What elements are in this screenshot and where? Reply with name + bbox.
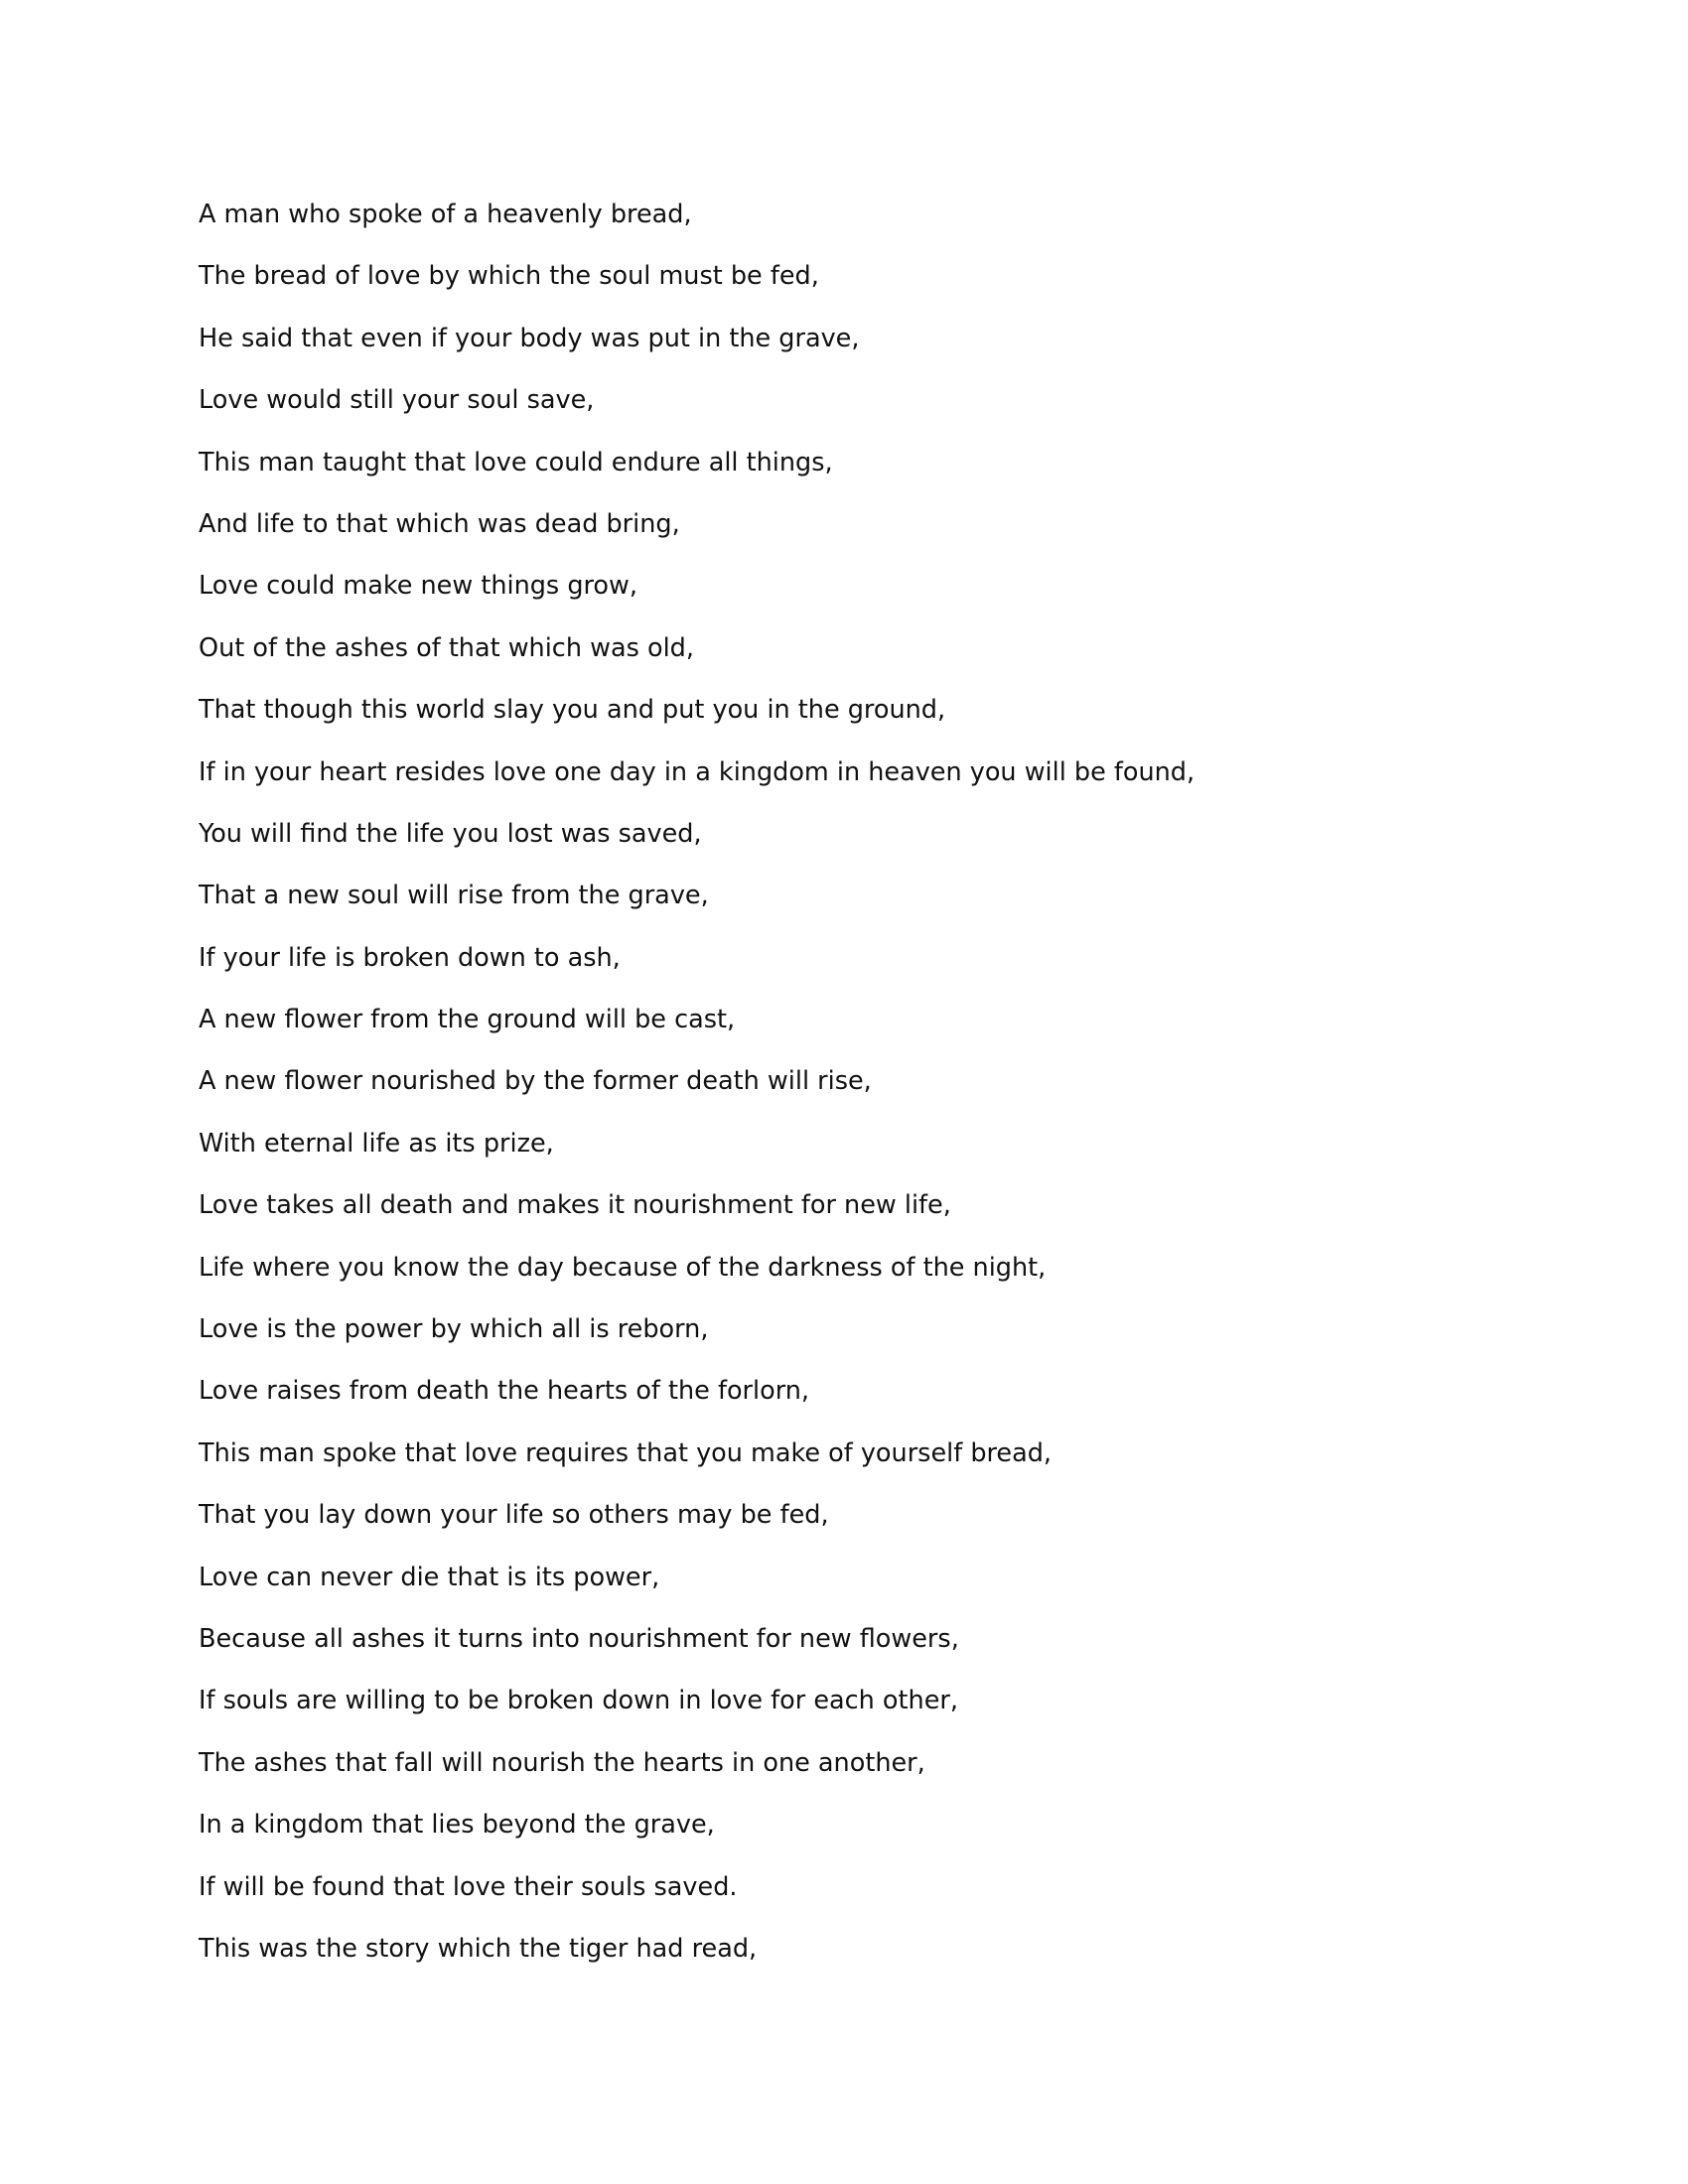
poem-line: Love raises from death the hearts of the forlorn, — [199, 1376, 810, 1407]
poem-line: This man spoke that love requires that you make of yourself bread, — [199, 1437, 1053, 1468]
poem-line: If souls are willing to be broken down in love for each other, — [199, 1686, 958, 1716]
poem-line: Love can never die that is its power, — [199, 1562, 660, 1592]
poem-line: With eternal life as its prize, — [199, 1128, 554, 1159]
poem-line: If will be found that love their souls saved. — [199, 1871, 738, 1902]
poem-line: In a kingdom that lies beyond the grave, — [199, 1810, 715, 1841]
poem-line: If your life is broken down to ash, — [199, 942, 621, 973]
poem-line: A man who spoke of a heavenly bread, — [199, 200, 692, 229]
poem-line: This man taught that love could endure all things, — [199, 447, 833, 478]
poem-line: Because all ashes it turns into nourishment for new flowers, — [199, 1623, 959, 1654]
poem-line: That a new soul will rise from the grave, — [199, 881, 709, 911]
poem-line: The ashes that fall will nourish the hearts in one another, — [199, 1747, 925, 1778]
poem-line: A new flower from the ground will be cast, — [199, 1005, 736, 1035]
poem-line: The bread of love by which the soul must be fed, — [199, 261, 819, 292]
poem-line: He said that even if your body was put in the grave, — [199, 323, 860, 353]
poem-line: Life where you know the day because of the darkness of the night, — [199, 1252, 1047, 1283]
poem-line: Love takes all death and makes it nourishment for new life, — [199, 1190, 951, 1221]
poem-line: Love is the power by which all is reborn, — [199, 1314, 709, 1345]
poem-line: That though this world slay you and put you in the ground, — [199, 695, 946, 726]
poem-line: Love could make new things grow, — [199, 571, 637, 602]
poem-line: A new flower nourished by the former death will rise, — [199, 1066, 872, 1097]
poem-line: This was the story which the tiger had read, — [199, 1933, 758, 1964]
poem-line: Out of the ashes of that which was old, — [199, 632, 694, 663]
poem-line: If in your heart resides love one day in a kingdom in heaven you will be found, — [199, 756, 1196, 787]
poem-line: That you lay down your life so others may be fed, — [199, 1500, 829, 1531]
poem-line: And life to that which was dead bring, — [199, 508, 680, 539]
poem-line: Love would still your soul save, — [199, 385, 595, 416]
poem-line: You will find the life you lost was saved, — [199, 818, 702, 849]
poem-text — [199, 199, 1195, 1994]
